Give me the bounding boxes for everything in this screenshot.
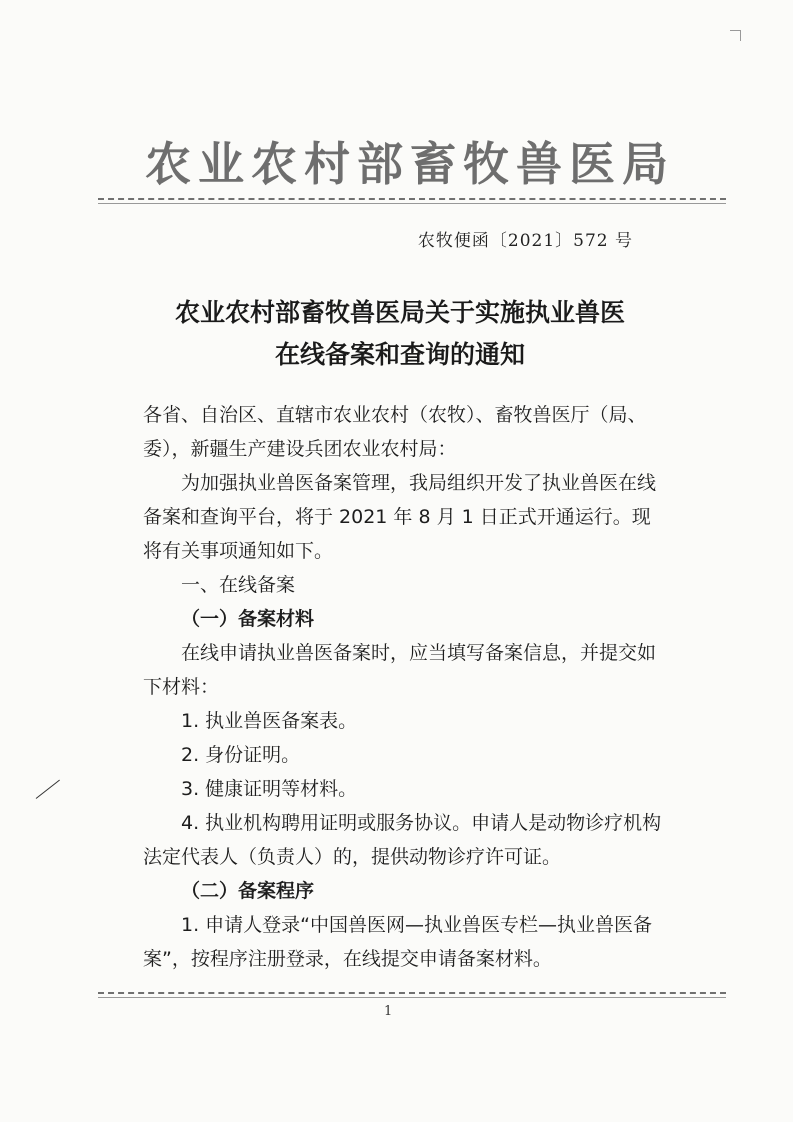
section-heading-1: 一、在线备案 (181, 574, 296, 596)
pen-mark (36, 780, 60, 799)
scan-corner-mark (730, 30, 741, 41)
title-line-2: 在线备案和查询的通知 (274, 340, 525, 369)
list-item: 4. 执业机构聘用证明或服务协议。申请人是动物诊疗机构法定代表人（负责人）的，提供动物诊疗许可证。 (143, 812, 662, 868)
list-item: 1. 执业兽医备案表。 (181, 710, 358, 732)
subsection-1-text: 在线申请执业兽医备案时，应当填写备案信息，并提交如下材料： (143, 642, 657, 698)
footer-divider-thin (98, 997, 726, 998)
document-body (143, 398, 663, 976)
page-number: 1 (384, 1004, 393, 1019)
footer-divider (98, 992, 726, 994)
addressee: 各省、自治区、直辖市农业农村（农牧）、畜牧兽医厅（局、委），新疆生产建设兵团农业农村局： (143, 404, 647, 460)
masthead-divider-thin (98, 203, 726, 204)
masthead: 农业农村部畜牧兽医局 (145, 137, 675, 191)
list-item: 2. 身份证明。 (181, 744, 301, 766)
subsection-2-item-1: 1. 申请人登录“中国兽医网—执业兽医专栏—执业兽医备案”，按程序注册登录，在线提交申请备案材料。 (143, 914, 653, 970)
document-number: 农牧便函〔2021〕572 号 (417, 231, 633, 251)
title-line-1: 农业农村部畜牧兽医局关于实施执业兽医 (174, 298, 625, 327)
subsection-heading-1: （一）备案材料 (181, 608, 315, 630)
document-title (120, 292, 680, 376)
intro-paragraph: 为加强执业兽医备案管理，我局组织开发了执业兽医在线备案和查询平台，将于 2021 年 8 月 1 日正式开通运行。现将有关事项通知如下。 (143, 472, 657, 562)
list-item: 3. 健康证明等材料。 (181, 778, 358, 800)
subsection-heading-2: （二）备案程序 (181, 880, 315, 902)
masthead-divider (98, 198, 726, 200)
